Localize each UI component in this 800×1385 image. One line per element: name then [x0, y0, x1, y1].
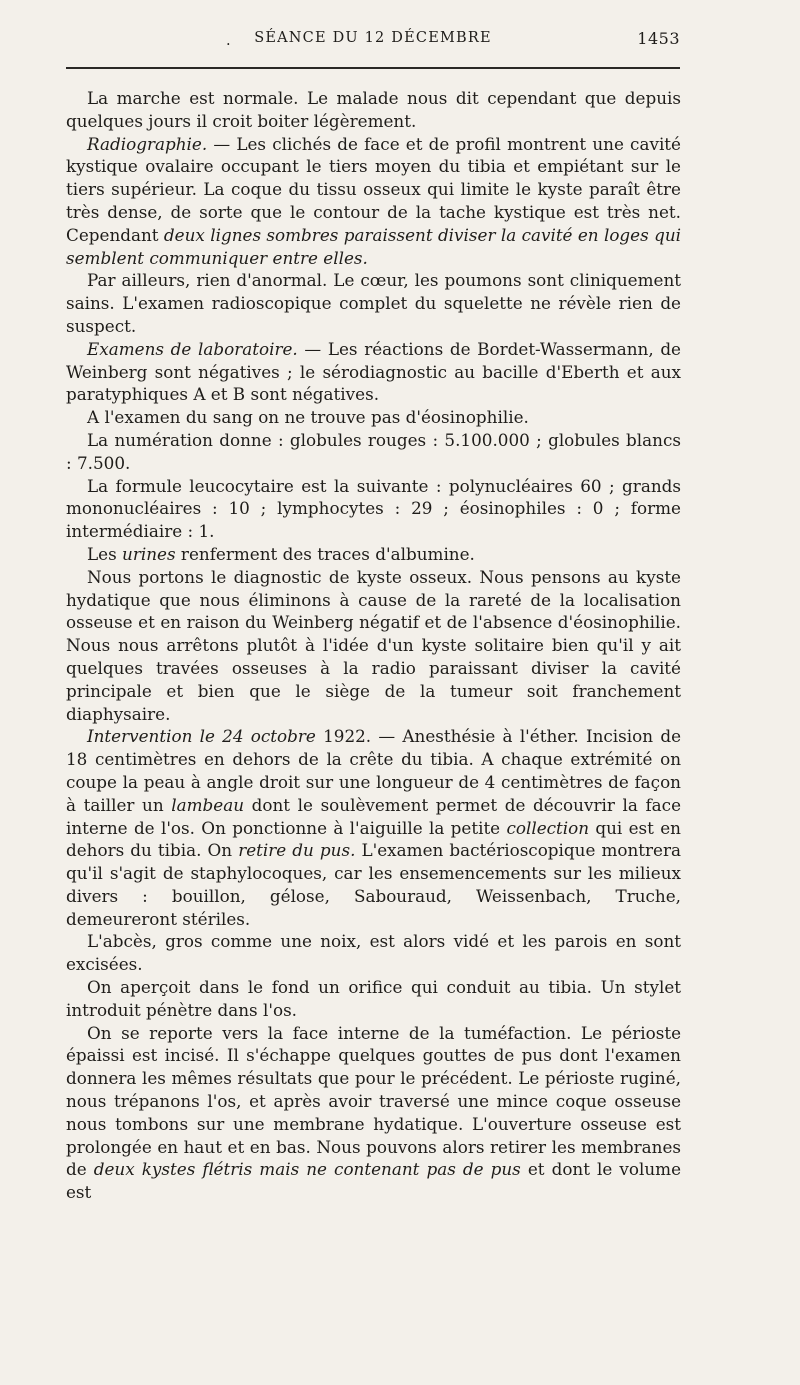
- lab-exams-label: Examens de laboratoire.: [87, 338, 298, 359]
- paragraph-otherwise-text: Par ailleurs, rien d'anormal. Le cœur, les poumons sont cliniquement sains. L'examen radioscopique complet du squelette ne révèle rien de suspect.: [66, 270, 681, 336]
- page-number: 1453: [637, 29, 680, 48]
- intervention-italic-d: collection: [506, 817, 590, 838]
- intervention-text-e: qui est en dehors du tibia. On: [66, 817, 681, 861]
- urine-text-a: Les: [87, 543, 123, 564]
- header-rule: [66, 67, 680, 69]
- periosteum-text-c: et dont le volume est: [66, 1159, 681, 1203]
- paragraph-gait-text: La marche est normale. Le malade nous dit cependant que depuis quelques jours il croit boiter légèrement.: [66, 88, 681, 131]
- header-title-text: SÉANCE DU 12 DÉCEMBRE: [254, 30, 492, 46]
- paragraph-count: [66, 429, 681, 475]
- paragraph-abscess: [66, 930, 681, 976]
- periosteum-italic-b: deux kystes flétris mais ne contenant pas de pus: [93, 1159, 521, 1180]
- paragraph-orifice: [66, 976, 681, 1022]
- paragraph-orifice-text: On aperçoit dans le fond un orifice qui conduit au tibia. Un stylet introduit pénètre dans l'os.: [66, 977, 681, 1020]
- paragraph-blood-exam: [66, 406, 681, 429]
- paragraph-radiography: [66, 133, 681, 270]
- intervention-text-a: 1922. — Anesthésie à l'éther. Incision de 18 centimètres en dehors de la crête du tibia. A chaque extrémité on coupe la peau à angle droit sur une longueur de 4 centimètres de façon à tailler un: [66, 726, 681, 815]
- paragraph-otherwise: [66, 269, 681, 337]
- paragraph-periosteum: [66, 1022, 681, 1204]
- radiography-italic: deux lignes sombres paraissent diviser la cavité en loges qui semblent communiquer entre elles.: [66, 224, 681, 268]
- paragraph-diagnosis: [66, 566, 681, 726]
- paragraph-abscess-text: L'abcès, gros comme une noix, est alors vidé et les parois en sont excisées.: [66, 931, 681, 975]
- running-header: [66, 28, 680, 58]
- radiography-text: — Les clichés de face et de profil montrent une cavité kystique ovalaire occupant le tiers moyen du tibia et empiétant sur le tiers supérieur. La coque du tissu osseux qui limite le kyste paraît être très dense, de sorte que le contour de la tache kystique est très net. Cependant: [66, 133, 681, 245]
- paragraph-diagnosis-text: Nous portons le diagnostic de kyste osseux. Nous pensons au kyste hydatique que nous éliminons à cause de la rareté de la localisation osseuse et en raison du Weinberg négatif et de l'absence d'éosinophilie. Nous nous arrêtons plutôt à l'idée d'un kyste solitaire bien qu'il y ait quelques travées osseuses à la radio paraissant diviser la cavité principale et bien que le siège de la tumeur soit franchement diaphysaire.: [66, 566, 681, 724]
- intervention-italic-f: retire du pus.: [238, 840, 356, 861]
- header-title: [66, 30, 680, 49]
- intervention-text-c: dont le soulèvement permet de découvrir la face interne de l'os. On ponctionne à l'aiguille la petite: [66, 794, 681, 838]
- paragraph-count-text: La numération donne : globules rouges : 5.100.000 ; globules blancs : 7.500.: [66, 429, 681, 473]
- periosteum-text-a: On se reporte vers la face interne de la tuméfaction. Le périoste épaissi est incisé. Il s'échappe quelques gouttes de pus dont l'examen donnera les mêmes résultats que pour le précédent. Le périoste ruginé, nous trépanons l'os, et après avoir traversé une mince coque osseuse nous tombons sur une membrane hydatique. L'ouverture osseuse est prolongée en haut et en bas. Nous pouvons alors retirer les membranes de: [66, 1022, 681, 1180]
- urine-italic: urines: [122, 543, 176, 564]
- paragraph-blood-exam-text: A l'examen du sang on ne trouve pas d'éosinophilie.: [87, 407, 529, 428]
- paragraph-intervention: [66, 725, 681, 930]
- paragraph-urine: [66, 543, 681, 566]
- body-text: [66, 87, 681, 1204]
- intervention-text-g: L'examen bactérioscopique montrera qu'il s'agit de staphylocoques, car les ensemencements sur les milieux divers : bouillon, gélose, Sabouraud, Weissenbach, Truche, demeureront stériles.: [66, 840, 682, 929]
- paragraph-formula: [66, 475, 681, 543]
- intervention-label: Intervention le 24 octobre: [87, 726, 316, 747]
- paragraph-lab-exams: [66, 338, 681, 406]
- intervention-italic-b: lambeau: [171, 794, 245, 815]
- lab-exams-text: — Les réactions de Bordet-Wassermann, de Weinberg sont négatives ; le sérodiagnostic au bacille d'Eberth et aux paratyphiques A et B sont négatives.: [66, 338, 681, 405]
- radiography-label: Radiographie.: [87, 133, 208, 154]
- urine-text-b: renferment des traces d'albumine.: [175, 543, 475, 564]
- paragraph-gait: [66, 87, 681, 133]
- paragraph-formula-text: La formule leucocytaire est la suivante : polynucléaires 60 ; grands mononucléaires : 10 ; lymphocytes : 29 ; éosinophiles : 0 ; forme intermédiaire : 1.: [66, 475, 681, 542]
- header-dot: .: [226, 33, 232, 49]
